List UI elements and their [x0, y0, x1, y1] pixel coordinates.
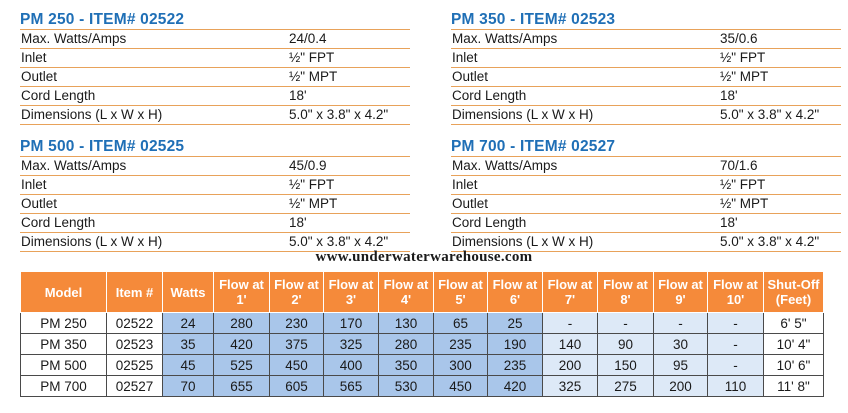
spec-value: 5.0" x 3.8" x 4.2"	[720, 107, 820, 122]
spec-label: Dimensions (L x W x H)	[21, 234, 163, 249]
spec-label: Cord Length	[452, 88, 527, 103]
spec-row	[451, 86, 841, 105]
spec-row	[20, 67, 410, 86]
spec-label: Dimensions (L x W x H)	[452, 107, 594, 122]
table-cell: 280	[379, 334, 434, 355]
table-cell: 450	[270, 355, 324, 376]
spec-label: Outlet	[452, 69, 489, 84]
website-url: www.underwaterwarehouse.com	[315, 249, 533, 265]
table-cell: 110	[708, 376, 764, 397]
table-cell: 140	[543, 334, 598, 355]
column-header: Flow at 1'	[214, 272, 270, 313]
spec-row	[451, 105, 841, 125]
table-row	[21, 334, 824, 355]
table-cell: 130	[379, 313, 434, 334]
spec-label: Cord Length	[21, 88, 96, 103]
spec-value: 18'	[289, 215, 307, 230]
spec-title: PM 700 - ITEM# 02527	[451, 138, 616, 155]
table-cell: 10' 6"	[764, 355, 824, 376]
spec-block-pm500	[20, 137, 410, 252]
table-cell: 02522	[107, 313, 163, 334]
spec-block-pm250	[20, 10, 410, 125]
column-header: Shut-Off (Feet)	[764, 272, 824, 313]
table-cell: -	[654, 313, 708, 334]
spec-row	[20, 213, 410, 232]
spec-row	[20, 29, 410, 48]
column-header: Flow at 4'	[379, 272, 434, 313]
spec-label: Cord Length	[452, 215, 527, 230]
table-cell: -	[708, 355, 764, 376]
spec-value: ½" MPT	[720, 196, 769, 211]
column-header: Flow at 6'	[488, 272, 543, 313]
spec-label: Inlet	[21, 50, 47, 65]
spec-row	[451, 156, 841, 175]
spec-label: Cord Length	[21, 215, 96, 230]
table-cell: 200	[543, 355, 598, 376]
table-cell: -	[543, 313, 598, 334]
table-cell: 170	[324, 313, 379, 334]
table-cell: PM 250	[21, 313, 107, 334]
table-cell: 35	[163, 334, 214, 355]
table-cell: 325	[324, 334, 379, 355]
spec-value: 45/0.9	[289, 158, 327, 173]
spec-label: Max. Watts/Amps	[452, 31, 558, 46]
table-cell: PM 700	[21, 376, 107, 397]
spec-value: 18'	[720, 88, 738, 103]
spec-label: Inlet	[452, 50, 478, 65]
table-row	[21, 355, 824, 376]
table-cell: -	[598, 313, 654, 334]
table-cell: PM 350	[21, 334, 107, 355]
table-cell: 530	[379, 376, 434, 397]
table-cell: 200	[654, 376, 708, 397]
spec-value: 5.0" x 3.8" x 4.2"	[720, 234, 820, 249]
table-cell: 25	[488, 313, 543, 334]
column-header: Flow at 10'	[708, 272, 764, 313]
spec-label: Max. Watts/Amps	[21, 31, 127, 46]
table-cell: -	[708, 334, 764, 355]
table-cell: 190	[488, 334, 543, 355]
column-header: Flow at 9'	[654, 272, 708, 313]
table-cell: 655	[214, 376, 270, 397]
table-cell: 230	[270, 313, 324, 334]
spec-value: 35/0.6	[720, 31, 758, 46]
table-cell: 02527	[107, 376, 163, 397]
table-cell: 30	[654, 334, 708, 355]
table-cell: 605	[270, 376, 324, 397]
table-cell: 6' 5"	[764, 313, 824, 334]
table-cell: 325	[543, 376, 598, 397]
column-header: Flow at 2'	[270, 272, 324, 313]
spec-label: Outlet	[452, 196, 489, 211]
table-cell: 235	[488, 355, 543, 376]
spec-row	[20, 86, 410, 105]
spec-value: ½" MPT	[289, 69, 338, 84]
column-header: Model	[21, 272, 107, 313]
spec-row	[20, 156, 410, 175]
spec-row	[20, 105, 410, 125]
spec-label: Max. Watts/Amps	[452, 158, 558, 173]
table-cell: 450	[434, 376, 488, 397]
table-cell: 235	[434, 334, 488, 355]
table-cell: -	[708, 313, 764, 334]
spec-value: 18'	[289, 88, 307, 103]
column-header: Flow at 5'	[434, 272, 488, 313]
table-cell: 420	[214, 334, 270, 355]
spec-value: 5.0" x 3.8" x 4.2"	[289, 234, 389, 249]
spec-value: 5.0" x 3.8" x 4.2"	[289, 107, 389, 122]
table-cell: 11' 8"	[764, 376, 824, 397]
spec-label: Outlet	[21, 69, 58, 84]
table-cell: 525	[214, 355, 270, 376]
table-cell: 90	[598, 334, 654, 355]
table-cell: 150	[598, 355, 654, 376]
column-header: Flow at 7'	[543, 272, 598, 313]
table-cell: 565	[324, 376, 379, 397]
spec-row	[451, 29, 841, 48]
table-cell: 350	[379, 355, 434, 376]
spec-value: ½" FPT	[289, 177, 335, 192]
spec-row	[451, 175, 841, 194]
spec-title: PM 500 - ITEM# 02525	[20, 138, 185, 155]
column-header: Flow at 8'	[598, 272, 654, 313]
spec-block-pm700	[451, 137, 841, 252]
spec-row	[451, 194, 841, 213]
spec-label: Dimensions (L x W x H)	[21, 107, 163, 122]
spec-row	[451, 67, 841, 86]
spec-value: ½" FPT	[720, 50, 766, 65]
table-cell: 300	[434, 355, 488, 376]
spec-label: Max. Watts/Amps	[21, 158, 127, 173]
column-header: Flow at 3'	[324, 272, 379, 313]
spec-value: ½" MPT	[289, 196, 338, 211]
table-row	[21, 313, 824, 334]
spec-value: ½" FPT	[720, 177, 766, 192]
spec-row	[20, 175, 410, 194]
spec-label: Outlet	[21, 196, 58, 211]
spec-label: Dimensions (L x W x H)	[452, 234, 594, 249]
spec-block-pm350	[451, 10, 841, 125]
spec-title: PM 250 - ITEM# 02522	[20, 11, 185, 28]
spec-value: 24/0.4	[289, 31, 327, 46]
table-cell: 02523	[107, 334, 163, 355]
column-header: Watts	[163, 272, 214, 313]
table-row	[21, 376, 824, 397]
table-cell: 375	[270, 334, 324, 355]
spec-label: Inlet	[452, 177, 478, 192]
table-cell: 95	[654, 355, 708, 376]
performance-table	[20, 271, 824, 397]
table-header-row	[21, 272, 824, 313]
table-cell: PM 500	[21, 355, 107, 376]
table-cell: 10' 4"	[764, 334, 824, 355]
table-cell: 45	[163, 355, 214, 376]
table-cell: 24	[163, 313, 214, 334]
spec-title: PM 350 - ITEM# 02523	[451, 11, 616, 28]
column-header: Item #	[107, 272, 163, 313]
table-cell: 02525	[107, 355, 163, 376]
table-cell: 420	[488, 376, 543, 397]
table-cell: 70	[163, 376, 214, 397]
spec-label: Inlet	[21, 177, 47, 192]
spec-value: ½" FPT	[289, 50, 335, 65]
spec-value: ½" MPT	[720, 69, 769, 84]
spec-value: 70/1.6	[720, 158, 758, 173]
table-cell: 400	[324, 355, 379, 376]
spec-row	[20, 194, 410, 213]
table-cell: 280	[214, 313, 270, 334]
spec-row	[20, 48, 410, 67]
spec-row	[451, 213, 841, 232]
table-cell: 275	[598, 376, 654, 397]
spec-value: 18'	[720, 215, 738, 230]
spec-row	[451, 48, 841, 67]
table-cell: 65	[434, 313, 488, 334]
